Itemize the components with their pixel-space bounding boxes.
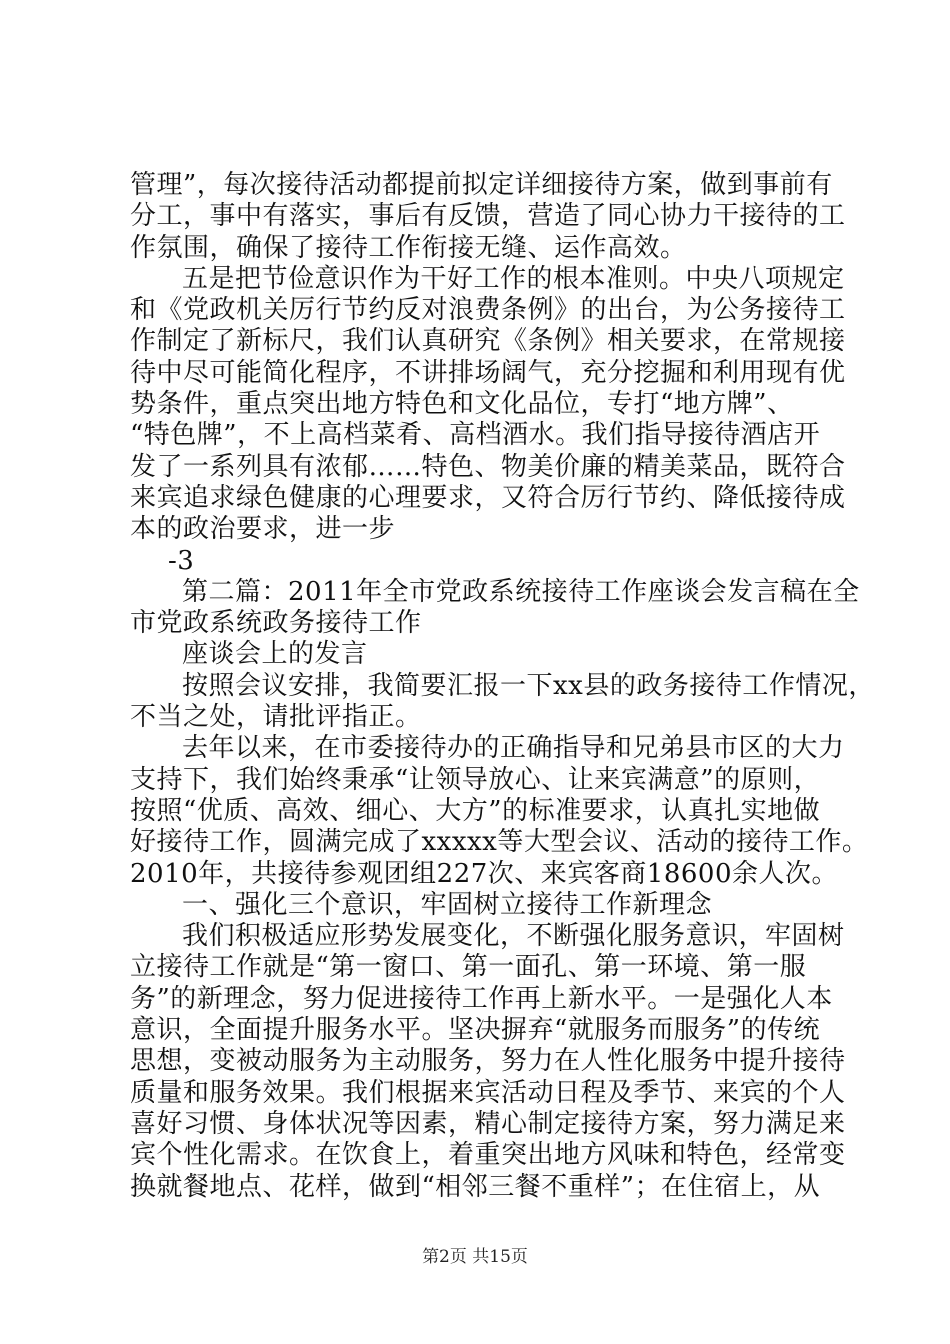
text-line: 一、强化三个意识，牢固树立接待工作新理念 xyxy=(182,889,713,920)
text-line: 本的政治要求，进一步 xyxy=(130,514,396,545)
text-line: 作氛围，确保了接待工作衔接无缝、运作高效。 xyxy=(130,232,687,263)
text-line: 管理”，每次接待活动都提前拟定详细接待方案，做到事前有 xyxy=(130,170,833,200)
text-line: 来宾追求绿色健康的心理要求，又符合厉行节约、降低接待成 xyxy=(130,482,846,513)
document-body xyxy=(130,170,875,1203)
text-line: 分工，事中有落实，事后有反馈，营造了同心协力干接待的工 xyxy=(130,201,846,232)
text-line: 座谈会上的发言 xyxy=(182,639,368,670)
page-footer: 第2页 共15页 xyxy=(422,1247,528,1267)
text-line: 势条件，重点突出地方特色和文化品位，专打“地方牌”、 xyxy=(130,389,794,420)
text-line: 去年以来，在市委接待办的正确指导和兄弟县市区的大力 xyxy=(182,733,845,764)
text-line: 质量和服务效果。我们根据来宾活动日程及季节、来宾的个人 xyxy=(130,1077,846,1108)
text-line: 好接待工作，圆满完成了xxxxx等大型会议、活动的接待工作。 xyxy=(130,827,869,858)
text-line: 务”的新理念，努力促进接待工作再上新水平。一是强化人本 xyxy=(130,983,833,1014)
text-line: 喜好习惯、身体状况等因素，精心制定接待方案，努力满足来 xyxy=(130,1108,846,1139)
text-line: 和《党政机关厉行节约反对浪费条例》的出台，为公务接待工 xyxy=(130,295,846,326)
text-line: 市党政系统政务接待工作 xyxy=(130,608,422,639)
text-line: 意识，全面提升服务水平。坚决摒弃“就服务而服务”的传统 xyxy=(130,1015,821,1046)
text-line: 按照会议安排，我简要汇报一下xx县的政务接待工作情况， xyxy=(182,670,875,701)
text-line: 换就餐地点、花样，做到“相邻三餐不重样”；在住宿上，从 xyxy=(130,1171,821,1202)
text-line: 第二篇：2011年全市党政系统接待工作座谈会发言稿在全 xyxy=(182,576,860,607)
text-line: 五是把节俭意识作为干好工作的根本准则。中央八项规定 xyxy=(182,263,845,294)
text-line: 作制定了新标尺，我们认真研究《条例》相关要求，在常规接 xyxy=(130,326,846,357)
text-line: “特色牌”，不上高档菜肴、高档酒水。我们指导接待酒店开 xyxy=(130,420,821,451)
text-line: 待中尽可能简化程序，不讲排场阔气，充分挖掘和利用现有优 xyxy=(130,357,846,388)
text-line: 不当之处，请批评指正。 xyxy=(130,702,422,733)
text-line: 2010年，共接待参观团组227次、来宾客商18600余人次。 xyxy=(130,858,839,889)
text-line: 思想，变被动服务为主动服务，努力在人性化服务中提升接待 xyxy=(130,1046,846,1077)
text-line: 我们积极适应形势发展变化，不断强化服务意识，牢固树 xyxy=(182,921,845,952)
text-line: 宾个性化需求。在饮食上，着重突出地方风味和特色，经常变 xyxy=(130,1140,846,1171)
text-line: 发了一系列具有浓郁……特色、物美价廉的精美菜品，既符合 xyxy=(130,451,846,482)
text-line: 支持下，我们始终秉承“让领导放心、让来宾满意”的原则， xyxy=(130,764,821,795)
text-line: 立接待工作就是“第一窗口、第一面孔、第一环境、第一服 xyxy=(130,952,807,983)
text-line: 按照“优质、高效、细心、大方”的标准要求，认真扎实地做 xyxy=(130,795,821,826)
page-number-marker: -3 xyxy=(168,545,195,576)
